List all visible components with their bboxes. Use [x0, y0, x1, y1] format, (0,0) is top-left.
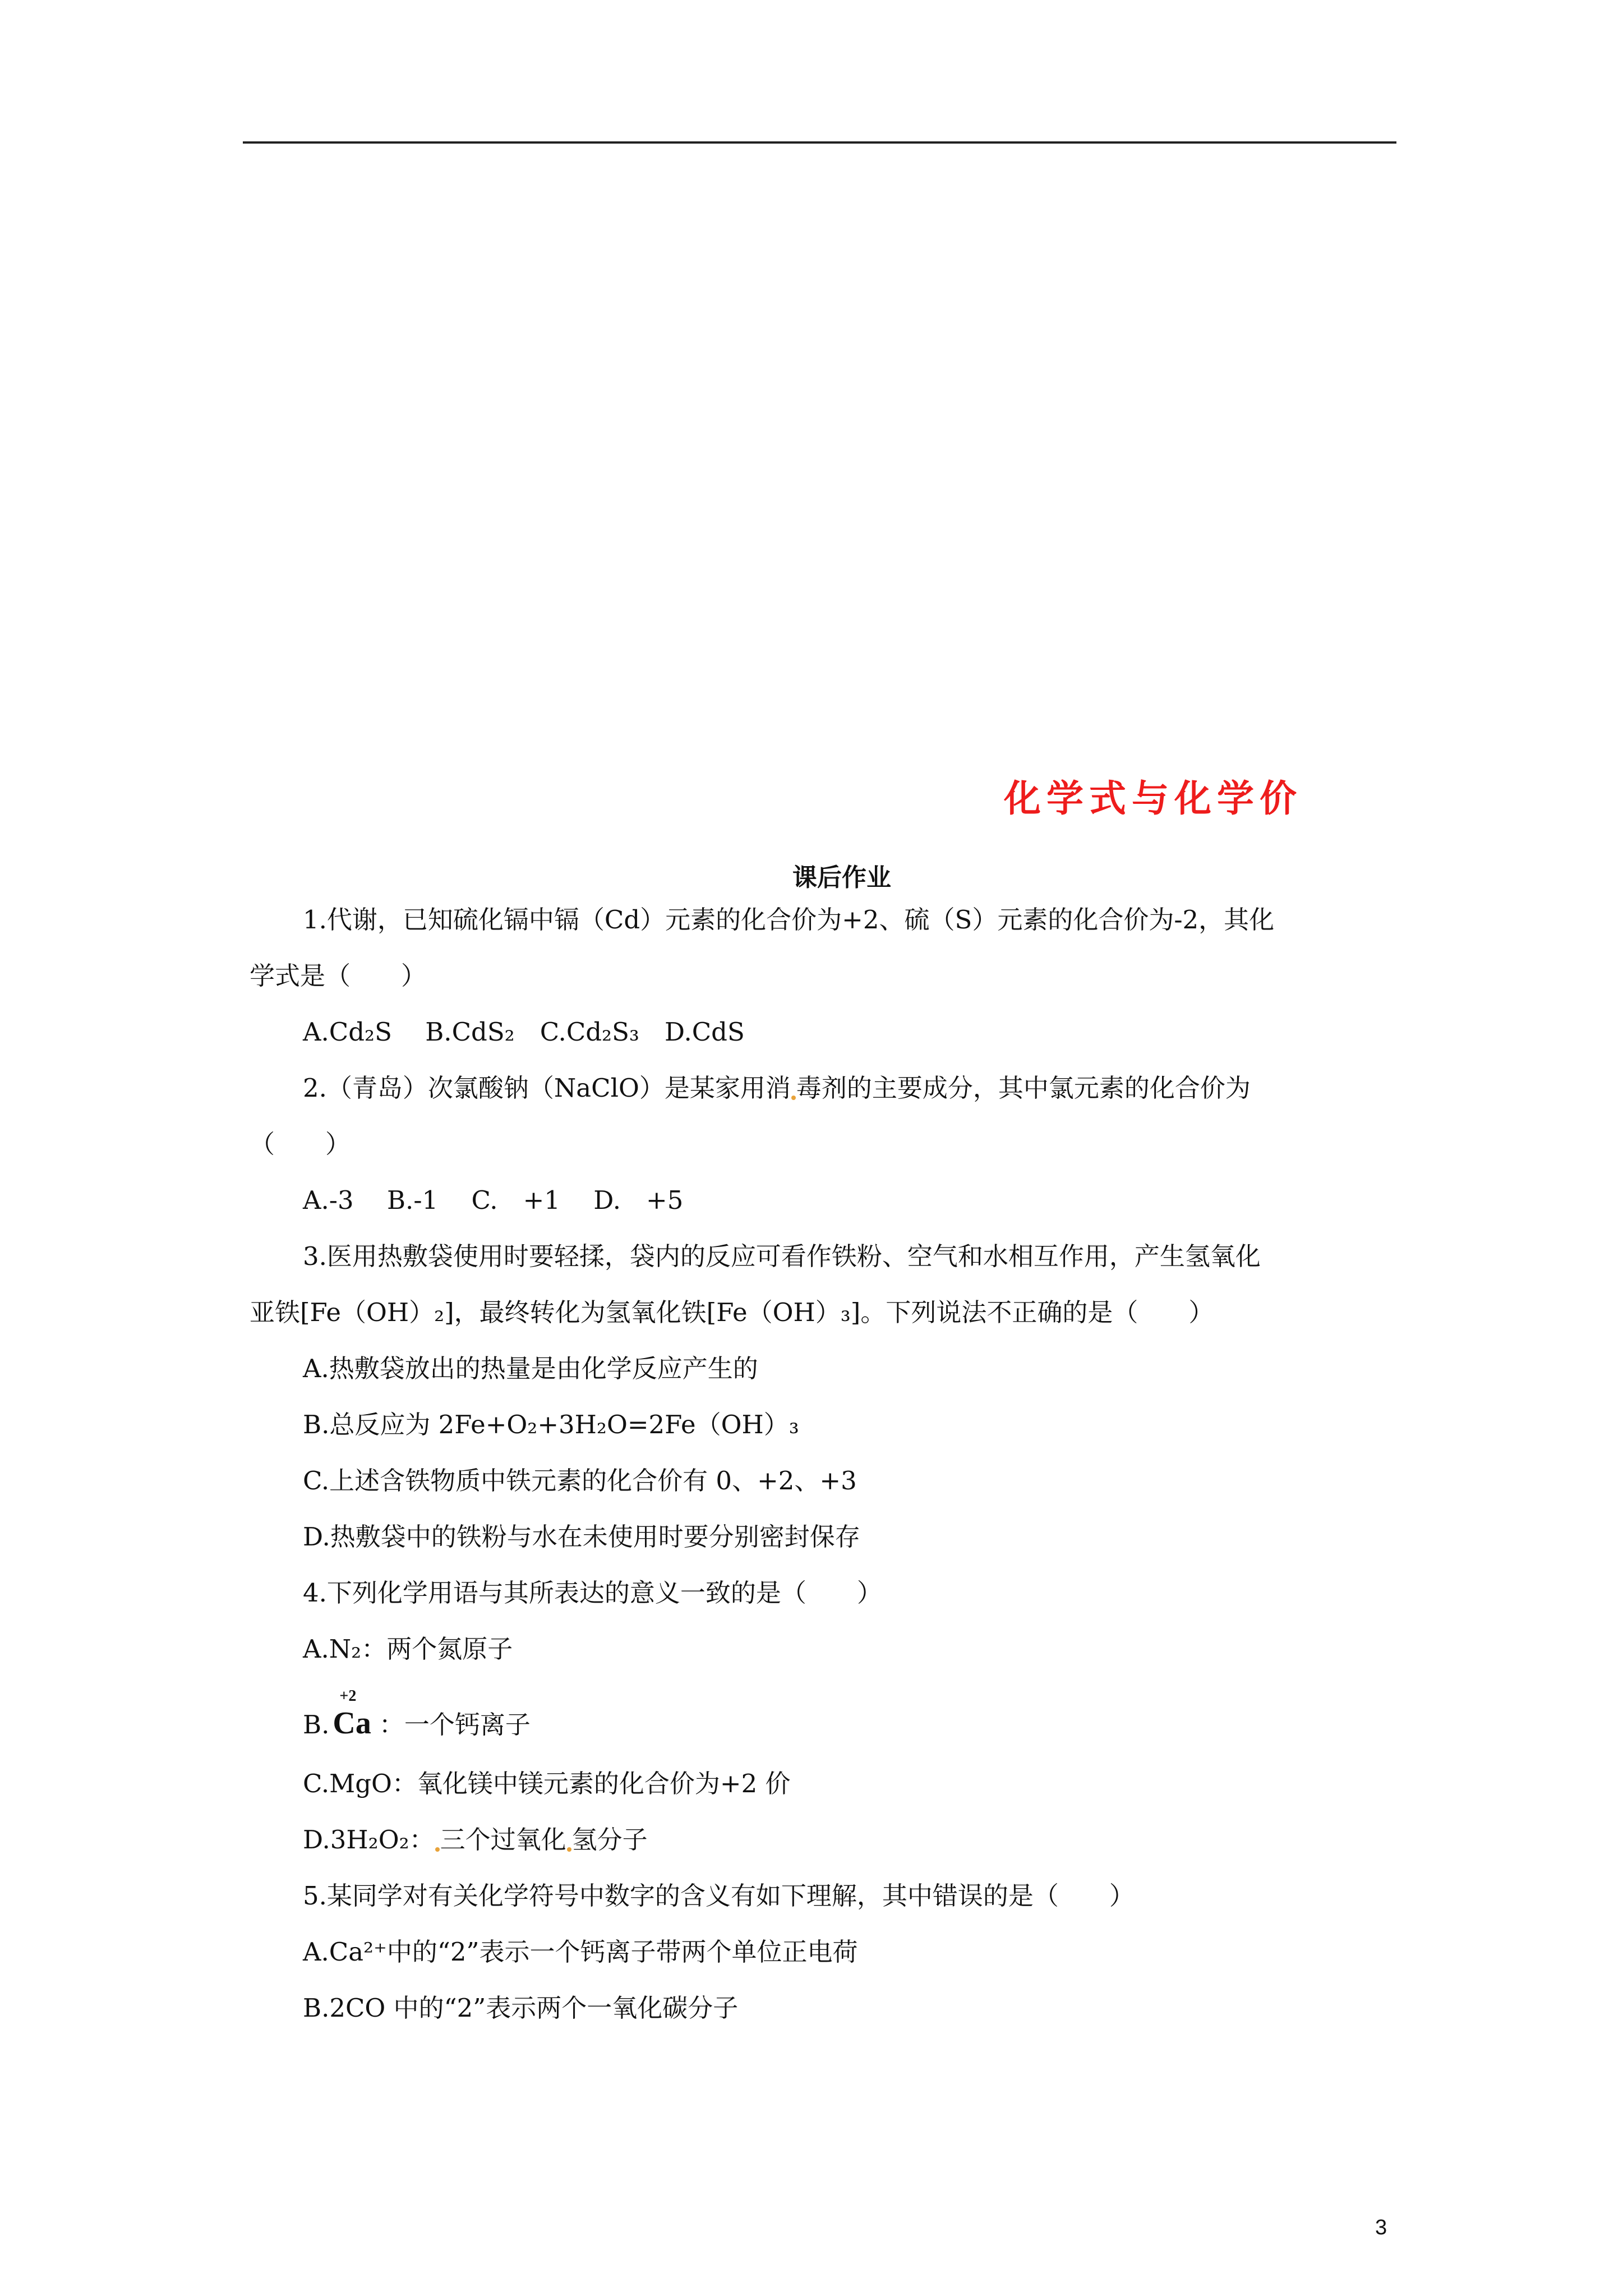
q2-line1-b: 毒剂的主要成分，其中氯元素的化合价为	[796, 1073, 1251, 1103]
calcium-valence-symbol	[333, 1687, 371, 1741]
q4-option-b-text: ：一个钙离子	[379, 1710, 531, 1740]
q4-option-b-prefix: B.	[303, 1710, 330, 1740]
q1-line2: 学式是（ ）	[250, 961, 427, 991]
q5-stem: 5.某同学对有关化学符号中数字的含义有如下理解，其中错误的是（ ）	[303, 1881, 1135, 1911]
stray-dot-mark	[791, 1096, 796, 1100]
q2-line1-a: 2.（青岛）次氯酸钠（NaClO）是某家用消	[303, 1073, 791, 1103]
page-number: 3	[1375, 2216, 1387, 2239]
q4-option-d-c: 氢分子	[571, 1825, 648, 1855]
q3-line2: 亚铁[Fe（OH）₂]，最终转化为氢氧化铁[Fe（OH）₃]。下列说法不正确的是（ ）	[250, 1297, 1214, 1327]
q4-option-d-b: 化	[541, 1825, 566, 1855]
q3-line1: 3.医用热敷袋使用时要轻揉，袋内的反应可看作铁粉、空气和水相互作用，产生氢氧化	[303, 1241, 1261, 1271]
q4-option-d-a: 三个过氧	[440, 1825, 541, 1855]
q3-option-c: C.上述含铁物质中铁元素的化合价有 0、+2、+3	[303, 1466, 857, 1496]
q4-option-a: A.N₂：两个氮原子	[303, 1634, 513, 1664]
q3-option-d: D.热敷袋中的铁粉与水在未使用时要分别密封保存	[303, 1522, 860, 1552]
q4-option-b	[303, 1687, 531, 1741]
q1-options: A.Cd₂S B.CdS₂ C.Cd₂S₃ D.CdS	[303, 1017, 745, 1047]
stray-dot-mark	[567, 1847, 571, 1852]
q4-option-d-prefix: D.3H₂O₂：	[303, 1825, 435, 1855]
q2-line1	[303, 1075, 1251, 1101]
q1-line1: 1.代谢，已知硫化镉中镉（Cd）元素的化合价为+2、硫（S）元素的化合价为-2，其化	[303, 905, 1275, 935]
q2-line2: （ ）	[250, 1129, 351, 1159]
q3-option-b: B.总反应为 2Fe+O₂+3H₂O=2Fe（OH）₃	[303, 1410, 799, 1439]
calcium-symbol: Ca	[333, 1706, 371, 1741]
q3-option-a: A.热敷袋放出的热量是由化学反应产生的	[303, 1354, 758, 1383]
header-rule	[243, 141, 1396, 144]
section-subtitle: 课后作业	[792, 863, 891, 892]
stray-dot-mark	[435, 1847, 440, 1852]
page-title: 化学式与化学价	[1004, 777, 1302, 820]
q4-option-c: C.MgO：氧化镁中镁元素的化合价为+2 价	[303, 1769, 791, 1798]
q5-option-b: B.2CO 中的“2”表示两个一氧化碳分子	[303, 1993, 739, 2023]
q4-stem: 4.下列化学用语与其所表达的意义一致的是（ ）	[303, 1578, 882, 1608]
q5-option-a: A.Ca²⁺中的“2”表示一个钙离子带两个单位正电荷	[303, 1937, 858, 1967]
q4-option-d	[303, 1825, 648, 1855]
valence-label: +2	[339, 1687, 357, 1705]
q2-options: A.-3 B.-1 C. +1 D. +5	[303, 1185, 684, 1215]
